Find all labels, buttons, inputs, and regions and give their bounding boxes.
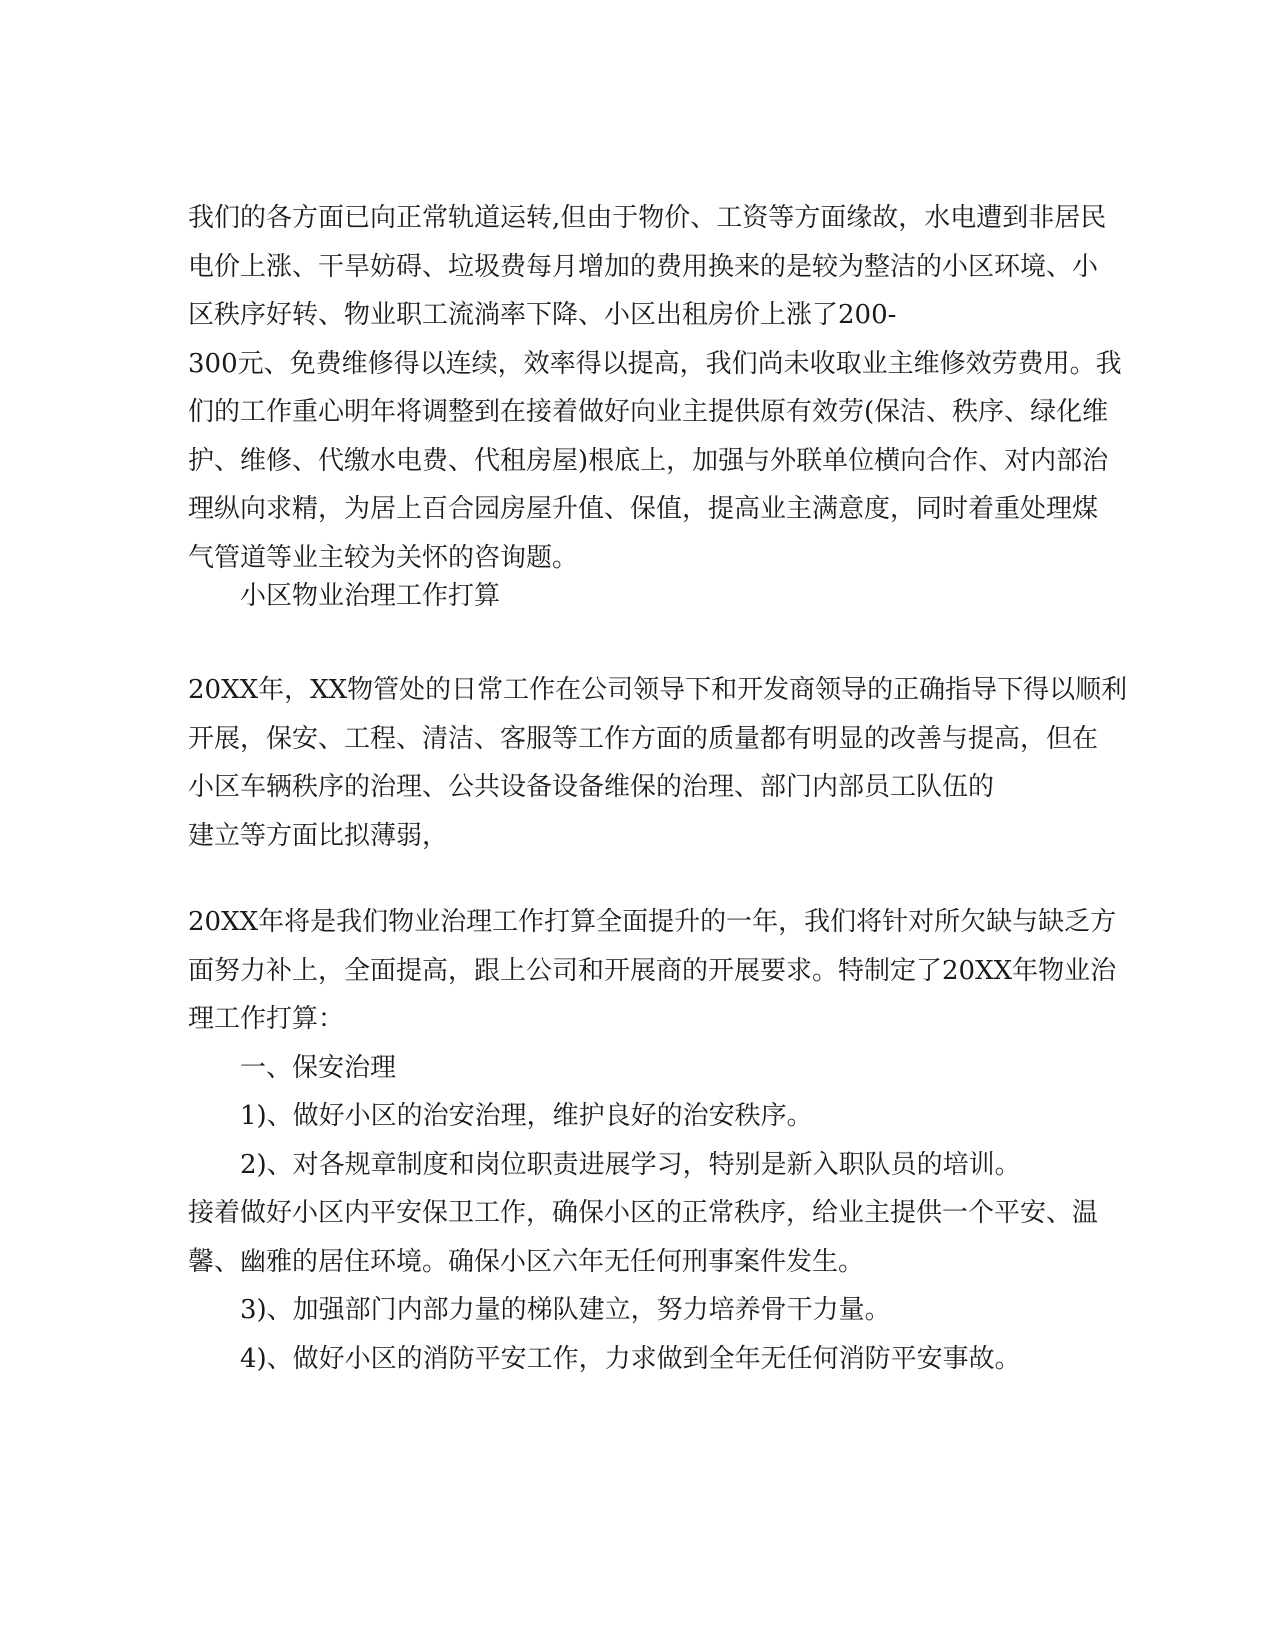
text-line: 电价上涨、干旱妨碍、垃圾费每月增加的费用换来的是较为整洁的小区环境、小	[188, 251, 1099, 282]
section-title: 小区物业治理工作打算	[240, 581, 501, 611]
list-item: 1)、做好小区的治安治理，维护良好的治安秩序。	[240, 1101, 813, 1131]
text-line: 300元、免费维修得以连续，效率得以提高，我们尚未收取业主维修效劳费用。我	[188, 348, 1122, 379]
text-line: 我们的各方面已向正常轨道运转,但由于物价、工资等方面缘故，水电遭到非居民	[188, 203, 1107, 233]
list-item: 3)、加强部门内部力量的梯队建立，努力培养骨干力量。	[240, 1295, 891, 1325]
text-line: 理工作打算：	[188, 1004, 345, 1034]
subsection-title: 一、保安治理	[240, 1052, 397, 1083]
text-line: 们的工作重心明年将调整到在接着做好向业主提供原有效劳(保洁、秩序、绿化维	[188, 397, 1109, 427]
list-item: 2)、对各规章制度和岗位职责进展学习，特别是新入职队员的培训。	[240, 1149, 1021, 1180]
text-line: 区秩序好转、物业职工流淌率下降、小区出租房价上涨了200-	[188, 300, 897, 330]
paragraph-2	[188, 666, 1128, 860]
text-line: 20XX年，XX物管处的日常工作在公司领导下和开发商领导的正确指导下得以顺利	[188, 675, 1128, 705]
text-line: 小区车辆秩序的治理、公共设备设备维保的治理、部门内部员工队伍的	[188, 772, 995, 802]
text-line: 理纵向求精，为居上百合园房屋升值、保值，提高业主满意度，同时着重处理煤	[188, 494, 1099, 524]
list-item: 4)、做好小区的消防平安工作，力求做到全年无任何消防平安事故。	[240, 1343, 1021, 1374]
text-line: 面努力补上，全面提高，跟上公司和开展商的开展要求。特制定了20XX年物业治	[188, 955, 1117, 986]
section-title-block	[188, 572, 1088, 621]
paragraph-3	[188, 898, 1117, 1383]
text-line: 建立等方面比拟薄弱，	[188, 820, 449, 851]
paragraph-1	[188, 194, 1122, 582]
text-line: 开展，保安、工程、清洁、客服等工作方面的质量都有明显的改善与提高，但在	[188, 723, 1099, 754]
text-line: 接着做好小区内平安保卫工作，确保小区的正常秩序，给业主提供一个平安、温	[188, 1198, 1099, 1228]
text-line: 馨、幽雅的居住环境。确保小区六年无任何刑事案件发生。	[188, 1246, 865, 1277]
text-line: 护、维修、代缴水电费、代租房屋)根底上，加强与外联单位横向合作、对内部治	[188, 445, 1109, 476]
text-line: 气管道等业主较为关怀的咨询题。	[188, 542, 579, 573]
text-line: 20XX年将是我们物业治理工作打算全面提升的一年，我们将针对所欠缺与缺乏方	[188, 907, 1117, 937]
